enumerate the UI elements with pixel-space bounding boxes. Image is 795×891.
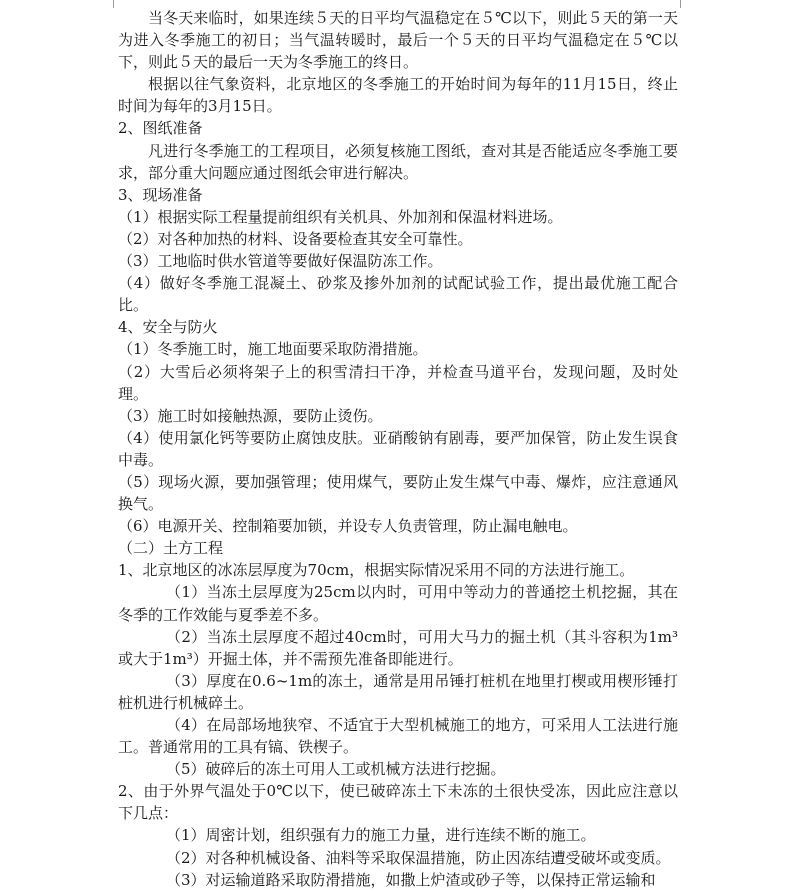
paragraph: 根据以往气象资料，北京地区的冬季施工的开始时间为每年的11月15日，终止时间为每年的3月15日。 <box>118 75 678 116</box>
paragraph: （5）破碎后的冻土可用人工或机械方法进行挖掘。 <box>166 760 506 779</box>
section-heading: （二）土方工程 <box>118 539 224 558</box>
paragraph: 当冬天来临时，如果连续５天的日平均气温稳定在５℃以下，则此５天的第一天为进入冬季施工的初日；当气温转暖时，最后一个５天的日平均气温稳定在５℃以下，则此５天的最后一天为冬季施工的终日。 <box>118 9 678 72</box>
section-heading: 3、现场准备 <box>118 185 203 204</box>
paragraph: （4）做好冬季施工混凝土、砂浆及掺外加剂的试配试验工作，提出最优施工配合比。 <box>118 274 678 315</box>
paragraph: （4）使用氯化钙等要防止腐蚀皮肤。亚硝酸钠有剧毒，要严加保管，防止发生误食中毒。 <box>118 428 678 469</box>
paragraph: 1、北京地区的冰冻层厚度为70cm，根据实际情况采用不同的方法进行施工。 <box>118 561 635 580</box>
paragraph: （1）根据实际工程量提前组织有关机具、外加剂和保温材料进场。 <box>118 207 563 226</box>
paragraph: （2）大雪后必须将架子上的积雪清扫干净，并检查马道平台，发现问题，及时处理。 <box>118 362 678 403</box>
paragraph: （4）在局部场地狭窄、不适宜于大型机械施工的地方，可采用人工法进行施工。普通常用的工具有镐、铁楔子。 <box>118 716 678 757</box>
paragraph: （1）冬季施工时，施工地面要采取防滑措施。 <box>118 340 428 359</box>
page-corner-mark-left <box>99 0 114 8</box>
paragraph: 凡进行冬季施工的工程项目，必须复核施工图纸，查对其是否能适应冬季施工要求，部分重大问题应通过图纸会审进行解决。 <box>118 141 678 182</box>
paragraph: （2）对各种加热的材料、设备要检查其安全可靠性。 <box>118 229 473 248</box>
paragraph: （3）工地临时供水管道等要做好保温防冻工作。 <box>118 252 443 271</box>
section-heading: 4、安全与防火 <box>118 318 218 337</box>
paragraph: （3）施工时如接触热源，要防止烫伤。 <box>118 406 383 425</box>
page-corner-mark-right <box>680 0 695 8</box>
document-page <box>118 7 678 891</box>
paragraph: （2）对各种机械设备、油料等采取保温措施，防止因冻结遭受破坏或变质。 <box>166 848 671 867</box>
paragraph: （6）电源开关、控制箱要加锁，并设专人负责管理，防止漏电触电。 <box>118 517 578 536</box>
paragraph: （2）当冻土层厚度不超过40cm时，可用大马力的掘土机（其斗容积为1m³或大于1m³）开掘土体，并不需预先准备即能进行。 <box>118 627 678 668</box>
section-heading: 2、图纸准备 <box>118 119 203 138</box>
paragraph: （3）对运输道路采取防滑措施，如撒上炉渣或砂子等，以保持正常运输和 <box>166 870 656 889</box>
paragraph: （1）当冻土层厚度为25cm以内时，可用中等动力的普通挖土机挖掘，其在冬季的工作效能与夏季差不多。 <box>118 583 678 624</box>
paragraph: （1）周密计划，组织强有力的施工力量，进行连续不断的施工。 <box>166 826 596 845</box>
paragraph: （3）厚度在0.6~1m的冻土，通常是用吊锤打桩机在地里打楔或用楔形锤打桩机进行机械碎土。 <box>118 671 678 712</box>
paragraph: 2、由于外界气温处于0℃以下，使已破碎冻土下未冻的土很快受冻，因此应注意以下几点： <box>118 782 678 823</box>
paragraph: （5）现场火源，要加强管理；使用煤气，要防止发生煤气中毒、爆炸，应注意通风换气。 <box>118 472 678 514</box>
